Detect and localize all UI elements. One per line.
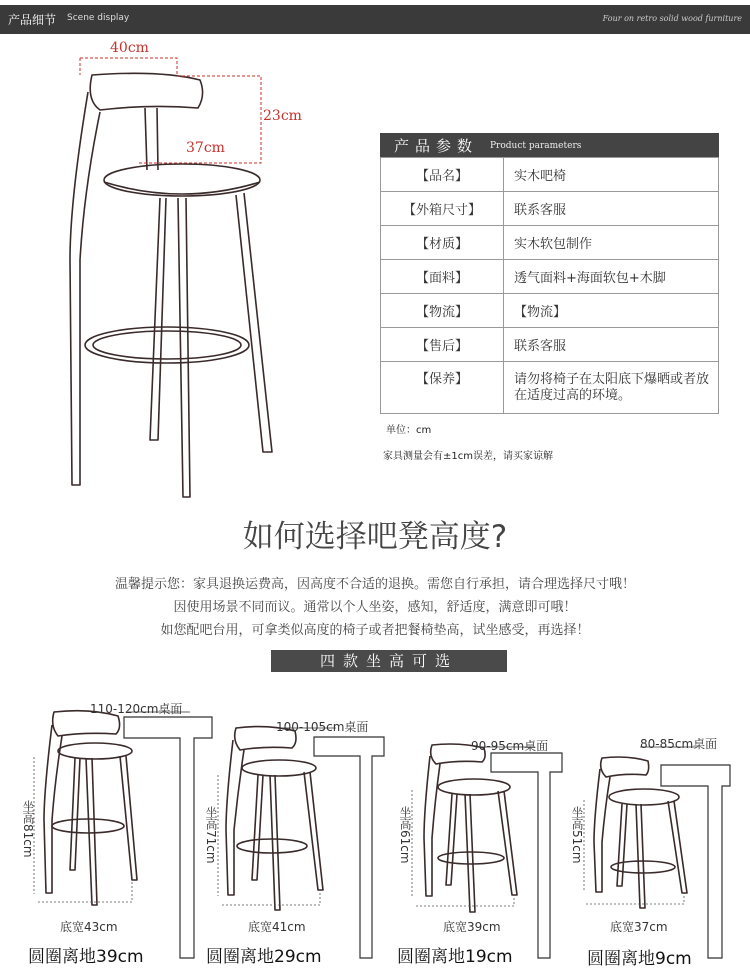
header-slogan: Four on retro solid wood furniture [602,14,742,23]
base-width-label: 底宽43cm [60,920,118,934]
table-height-label: 90-95cm桌面 [471,739,549,753]
guide-title: 如何选择吧凳高度? [242,519,508,555]
param-value: 联系客服 [504,192,719,226]
params-header [380,133,719,157]
unit-label: 单位：cm [386,425,432,436]
header-title-cn: 产品细节 [8,13,57,27]
ring-height-label: 圆圈离地9cm [587,949,692,969]
table-row [381,192,719,226]
param-value: 实木吧椅 [504,158,719,192]
param-key: 【物流】 [381,294,504,328]
tolerance-note: 家具测量会有±1cm误差，请买家谅解 [383,451,553,462]
dim-depth-label: 37cm [186,140,225,156]
dim-width-label: 40cm [110,40,149,56]
param-key: 【面料】 [381,260,504,294]
ring-height-label: 圆圈离地39cm [28,947,144,967]
param-key: 【品名】 [381,158,504,192]
guide-line-2: 因使用场景不同而议。通常以个人坐姿，感知，舒适度，满意即可哦！ [173,600,577,615]
chair-1-drawing [44,711,137,905]
table-row [381,226,719,260]
guide-line-3: 如您配吧台用，可拿类似高度的椅子或者把餐椅垫高，试坐感受，再选择！ [160,623,590,638]
seat-height-label: 坐高61cm [398,806,412,864]
guide-line-1: 温馨提示您：家具退换运费高，因高度不合适的退换。需您自行承担，请合理选择尺寸哦！ [114,577,635,592]
seat-height-label: 坐高71cm [204,806,218,864]
param-key: 【保养】 [381,362,504,414]
chair-2-drawing [226,727,323,910]
seat-height-label: 坐高81cm [21,800,35,858]
table-row [381,328,719,362]
main-chair-drawing [70,73,272,497]
params-title-cn: 产品参数 [394,137,479,155]
ring-height-label: 圆圈离地19cm [397,947,513,967]
param-key: 【材质】 [381,226,504,260]
params-title-en: Product parameters [490,141,582,151]
param-value: 【物流】 [504,294,719,328]
chair-4-drawing [594,757,687,908]
seat-height-label: 坐高51cm [570,806,584,864]
four-heights-banner: 四款坐高可选 [271,650,507,672]
base-width-label: 底宽37cm [610,920,668,934]
table-height-label: 80-85cm桌面 [640,737,718,751]
table-row [381,260,719,294]
product-params-table [380,133,719,414]
base-width-label: 底宽39cm [443,920,501,934]
param-value: 透气面料+海面软包+木脚 [504,260,719,294]
table-row [381,158,719,192]
header-title-en: Scene display [67,13,130,23]
ring-height-label: 圆圈离地29cm [206,947,322,967]
table-row [381,294,719,328]
small-dimension-lines [34,757,684,906]
table-row [381,362,719,414]
table-height-label: 110-120cm桌面 [90,702,183,716]
param-value: 实木软包制作 [504,226,719,260]
base-width-label: 底宽41cm [248,920,306,934]
dim-back-height-label: 23cm [263,108,302,124]
param-key: 【售后】 [381,328,504,362]
params-rows [380,157,719,414]
table-height-label: 100-105cm桌面 [276,720,369,734]
param-value: 联系客服 [504,328,719,362]
table-leader-lines [128,712,697,747]
param-key: 【外箱尺寸】 [381,192,504,226]
chair-3-drawing [424,744,517,912]
param-value: 请勿将椅子在太阳底下爆晒或者放在适度过高的环境。 [504,362,719,414]
